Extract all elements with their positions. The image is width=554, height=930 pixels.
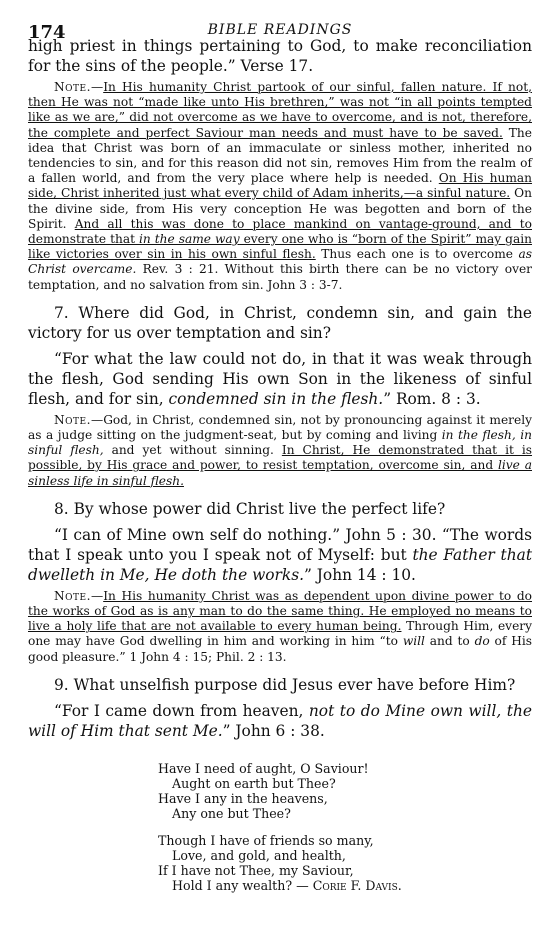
question-text: 9. What unselfish purpose did Jesus ever have before Him? — [54, 675, 516, 694]
note-text: of His good pleasure.” 1 John 4 : 15; Phil. 2 : 13. — [28, 634, 532, 664]
note-text: and to — [424, 634, 475, 649]
note-text: Thus each one is to overcome — [315, 247, 519, 262]
note-1 — [28, 80, 532, 293]
note-italic: do — [474, 634, 490, 649]
note-italic: will — [402, 634, 425, 649]
page-header — [28, 0, 532, 43]
underlined-italic: in the same way — [139, 232, 240, 247]
poem-line: Aught on earth but Thee? — [172, 775, 336, 791]
answer-italic: not to do Mine own will, the will of Him that sent Me. — [28, 701, 532, 740]
underlined-passage: On His human side, Christ inherited just what every child of Adam inherits,—a sinful nature. — [28, 171, 533, 201]
answer-text: ” John 6 : 38. — [222, 721, 325, 740]
poem-line: Have I any in the heavens, — [158, 790, 328, 806]
intro-paragraph — [28, 36, 532, 76]
note-2 — [28, 413, 532, 489]
question-text: 8. By whose power did Christ live the perfect life? — [54, 499, 446, 518]
note-3 — [28, 589, 532, 665]
note-label: Note. — [54, 412, 91, 427]
underlined-text: every one who is “born of the Spirit” may gain like victories over sin in his own sinful flesh. — [28, 232, 532, 262]
underlined-italic: live a sinless life in sinful flesh. — [28, 458, 532, 488]
answer-7 — [28, 349, 532, 409]
note-dash: — — [91, 80, 104, 94]
note-text: Rev. 3 : 21. Without this birth there can be no victory over temptation, and no salvation from sin. John 3 : 3-7. — [28, 262, 532, 292]
note-text: The idea that Christ was born of an immaculate or sinless mother, inherited no tendencies to sin, and for this reason did not sin, removes Him from the realm of a fallen world, and from the very place where help is needed. — [28, 125, 532, 186]
poem-line-text: Hold I any wealth? — [172, 877, 293, 893]
poem-attribution: — Corie F. Davis. — [296, 877, 402, 893]
question-text: 7. Where did God, in Christ, condemn sin, and gain the victory for us over temptation and sin? — [28, 303, 532, 342]
note-label: Note. — [54, 588, 91, 603]
answer-8 — [28, 525, 532, 585]
note-text: and yet without sinning. — [103, 443, 282, 458]
poem-stanza-1 — [158, 761, 532, 821]
note-dash: — — [91, 412, 104, 427]
note-label: Note. — [54, 80, 91, 94]
answer-9 — [28, 701, 532, 741]
poem — [158, 761, 532, 893]
page-number: 174 — [28, 22, 66, 43]
note-text: Through Him, every one may have God dwelling in him and working in him “to — [28, 619, 532, 649]
answer-italic: condemned sin in the flesh. — [168, 389, 384, 408]
poem-stanza-2 — [158, 833, 532, 893]
note-text: On the divine side, from His very conception He was begotten and born of the Spirit. — [28, 186, 532, 231]
underlined-text: In Christ, He demonstrated that it is possible, by His grace and power, to resist temptation, overcome sin, and — [28, 443, 533, 473]
poem-line: If I have not Thee, my Saviour, — [158, 862, 354, 878]
note-text: God, in Christ, condemned sin, not by pronouncing against it merely as a judge sitting on the judgment-seat, but by coming and living — [28, 412, 532, 443]
intro-text: high priest in things pertaining to God, to make reconciliation for the sins of the people.” Verse 17. — [28, 37, 532, 75]
note-dash: — — [91, 588, 104, 603]
note-italic: as Christ overcame. — [28, 247, 532, 277]
answer-text: ” John 14 : 10. — [304, 565, 416, 584]
poem-line: Any one but Thee? — [172, 805, 291, 821]
question-9 — [28, 675, 532, 695]
question-7 — [28, 303, 532, 343]
poem-line: Though I have of friends so many, — [158, 832, 374, 848]
answer-text: “For I came down from heaven, — [54, 701, 309, 720]
poem-line: Have I need of aught, O Saviour! — [158, 760, 369, 776]
underlined-passage: In His humanity Christ was as dependent upon divine power to do the works of God as is any man to do the same thing. He employed no means to live a holy life that are not available to every human being. — [28, 588, 532, 634]
underlined-text: And all this was done to place mankind on vantage-ground, and to demonstrate that — [28, 216, 532, 247]
question-8 — [28, 499, 532, 519]
answer-italic: the Father that dwelleth in Me, He doth the works. — [28, 545, 532, 584]
answer-text: ” Rom. 8 : 3. — [383, 389, 481, 408]
poem-line: Love, and gold, and health, — [172, 847, 346, 863]
poem-line — [158, 878, 532, 893]
note-italic: in the flesh, in sinful flesh, — [28, 428, 532, 458]
underlined-passage: In His humanity Christ partook of our sinful, fallen nature. If not, then He was not “made like unto His brethren,” was not “in all points tempted like as we are,” did not overcome as we have to overcome, and is not, therefore, the complete and perfect Saviour man needs and must have to be saved. — [28, 80, 532, 140]
running-head: BIBLE READINGS — [207, 22, 353, 38]
answer-text: “I can of Mine own self do nothing.” John 5 : 30. “The words that I speak unto you I speak not of Myself: but — [28, 525, 532, 564]
answer-text: “For what the law could not do, in that it was weak through the flesh, God sending His own Son in the likeness of sinful flesh, and for sin, — [28, 349, 532, 408]
